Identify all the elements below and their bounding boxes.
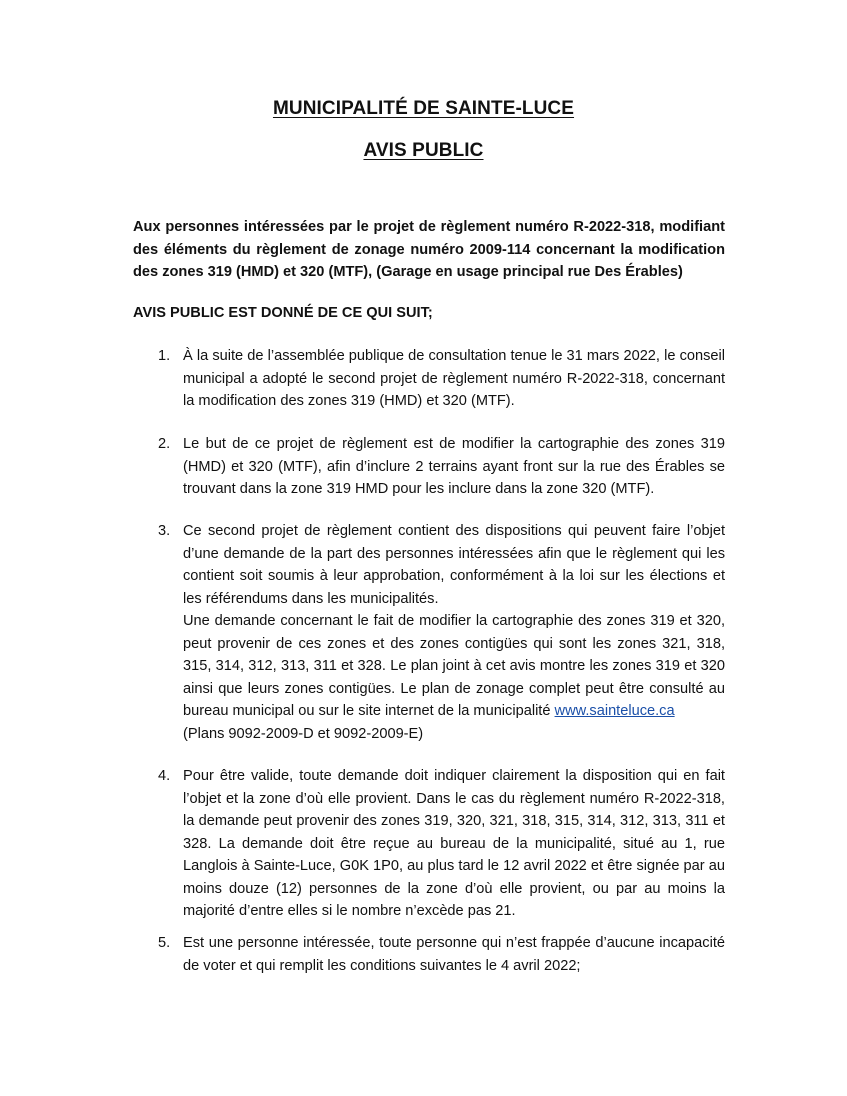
item-text: Ce second projet de règlement contient des dispositions qui peuvent faire l’objet d’une demande de la part des personnes intéressées afin que le règlement qui les contient soit soumis à leur approbation, conformément à la loi sur les élections et les référendums dans les municipalités.	[183, 523, 725, 607]
item-block	[183, 520, 725, 745]
item-number: 4.	[158, 768, 171, 784]
item-number: 2.	[158, 436, 171, 452]
item-text: Le but de ce projet de règlement est de modifier la cartographie des zones 319 (HMD) et 320 (MTF), afin d’inclure 2 terrains ayant front sur la rue des Érables se trouvant dans la zone 319 HMD pour les inclure dans la zone 320 (MTF).	[183, 436, 725, 497]
item-text-part: Une demande concernant le fait de modifier la cartographie des zones 319 et 320, peut provenir de ces zones et des zones contigües qui sont les zones 321, 318, 315, 314, 312, 313, 311 et 328. Le plan joint à cet avis montre les zones 319 et 320 ainsi que leurs zones contigües. Le plan de zonage complet peut être consulté au bureau municipal ou sur le site internet de la municipalité	[183, 613, 725, 719]
website-link[interactable]: www.sainteluce.ca	[554, 703, 675, 719]
item-number: 5.	[158, 935, 171, 951]
plans-reference: (Plans 9092-2009-D et 9092-2009-E)	[183, 725, 424, 742]
item-text-continued	[183, 610, 725, 723]
item-text: À la suite de l’assemblée publique de consultation tenue le 31 mars 2022, le conseil municipal a adopté le second projet de règlement numéro R-2022-318, concernant la modification des zones 319 (HMD) et 320 (MTF).	[183, 348, 725, 409]
municipality-title: MUNICIPALITÉ DE SAINTE-LUCE	[272, 98, 575, 119]
item-text: Pour être valide, toute demande doit indiquer clairement la disposition qui en fait l’objet et la zone d’où elle provient. Dans le cas du règlement numéro R-2022-318, la demande peut provenir des zones 319, 320, 321, 318, 315, 314, 312, 313, 311 et 328. La demande doit être reçue au bureau de la municipalité, situé au 1, rue Langlois à Sainte-Luce, G0K 1P0, au plus tard le 12 avril 2022 et être signée par au moins douze (12) personnes de la zone d’où elle provient, ou par au moins la majorité d’entre elles si le nombre n’excède pas 21.	[183, 768, 725, 919]
item-text: Est une personne intéressée, toute personne qui n’est frappée d’aucune incapacité de voter et qui remplit les conditions suivantes le 4 avril 2022;	[183, 935, 725, 974]
item-number: 1.	[158, 348, 171, 364]
notice-title: AVIS PUBLIC	[363, 140, 484, 161]
declaration-heading: AVIS PUBLIC EST DONNÉ DE CE QUI SUIT;	[133, 305, 433, 321]
intro-paragraph: Aux personnes intéressées par le projet de règlement numéro R-2022-318, modifiant des éléments du règlement de zonage numéro 2009-114 concernant la modification des zones 319 (HMD) et 320 (MTF), (Garage en usage principal rue Des Érables)	[133, 219, 725, 280]
item-number: 3.	[158, 523, 171, 539]
